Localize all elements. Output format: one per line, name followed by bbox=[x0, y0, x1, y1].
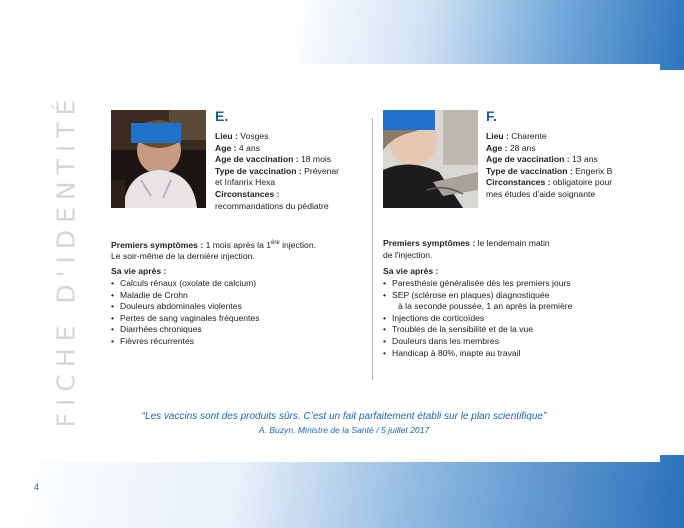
person-e-symptomes: Premiers symptômes : 1 mois après la 1ère injection. Le soir-même de la dernière injection. bbox=[111, 239, 316, 262]
side-title bbox=[46, 90, 86, 430]
list-item: • Pertes de sang vaginales fréquentes bbox=[111, 313, 366, 325]
person-e-after-list bbox=[111, 278, 366, 348]
list-item: • Douleurs dans les membres bbox=[383, 336, 648, 348]
person-e-age-vaccination: Age de vaccination : 18 mois bbox=[215, 154, 332, 165]
person-f-age-vaccination: Age de vaccination : 13 ans bbox=[486, 154, 598, 165]
footer-gradient bbox=[0, 455, 684, 528]
person-f-type-vaccination: Type de vaccination : Engerix B bbox=[486, 165, 613, 176]
list-item: • Fièvres récurrentes bbox=[111, 336, 366, 348]
side-title-text: FICHE D'IDENTITÉ bbox=[51, 92, 81, 428]
header-gradient bbox=[0, 0, 684, 70]
person-e-type-vaccination: Type de vaccination : Prévenar bbox=[215, 165, 340, 176]
person-f-circonstances-cont: mes études d'aide soignante bbox=[486, 188, 596, 199]
column-divider bbox=[372, 118, 373, 380]
censor-bar-person-f bbox=[383, 110, 435, 130]
person-f-letter: F. bbox=[486, 108, 497, 124]
list-item: • Diarrhées chroniques bbox=[111, 324, 366, 336]
person-e-age: Age : 4 ans bbox=[215, 142, 260, 153]
person-f-after-title: Sa vie après : bbox=[383, 266, 439, 276]
person-f-after-list bbox=[383, 278, 648, 359]
person-e-lieu: Lieu : Vosges bbox=[215, 131, 269, 141]
list-item: • Troubles de la sensibilité et de la vue bbox=[383, 324, 648, 336]
list-item: • Maladie de Crohn bbox=[111, 290, 366, 302]
person-f-symptomes: Premiers symptômes : le lendemain matin de l'injection. bbox=[383, 238, 550, 260]
person-e-info bbox=[215, 131, 365, 212]
person-e-circonstances-label: Circonstances : bbox=[215, 188, 280, 199]
list-item: • Paresthésie généralisée dès les premiers jours bbox=[383, 278, 648, 290]
list-item: • Douleurs abdominales violentes bbox=[111, 301, 366, 313]
person-f-lieu: Lieu : Charente bbox=[486, 131, 547, 141]
person-e-after-title: Sa vie après : bbox=[111, 266, 167, 276]
page-number: 4 bbox=[34, 482, 40, 492]
list-item: • Injections de corticoïdes bbox=[383, 313, 648, 325]
person-f-info bbox=[486, 131, 636, 201]
list-item-continuation: à la seconde poussée, 1 an après la première bbox=[398, 301, 573, 312]
person-e-circonstances-value: recommandations du pédiatre bbox=[215, 200, 329, 211]
list-item: • Calculs rénaux (oxolate de calcium) bbox=[111, 278, 366, 290]
censor-bar-person-e bbox=[131, 123, 181, 143]
person-e-type-vaccination-cont: et Infanrix Hexa bbox=[215, 177, 276, 188]
quote-source: A. Buzyn, Ministre de la Santé / 5 juillet 2017 bbox=[258, 425, 430, 435]
person-e-letter: E. bbox=[215, 108, 229, 124]
person-f-circonstances: Circonstances : obligatoire pour bbox=[486, 177, 613, 188]
list-item: • Handicap à 80%, inapte au travail bbox=[383, 348, 648, 360]
quote-text: “Les vaccins sont des produits sûrs. C’est un fait parfaitement établi sur le plan scientifique” bbox=[141, 411, 547, 422]
person-f-age: Age : 28 ans bbox=[486, 142, 536, 153]
list-item: • SEP (sclérose en plaques) diagnostiquée bbox=[383, 290, 648, 302]
